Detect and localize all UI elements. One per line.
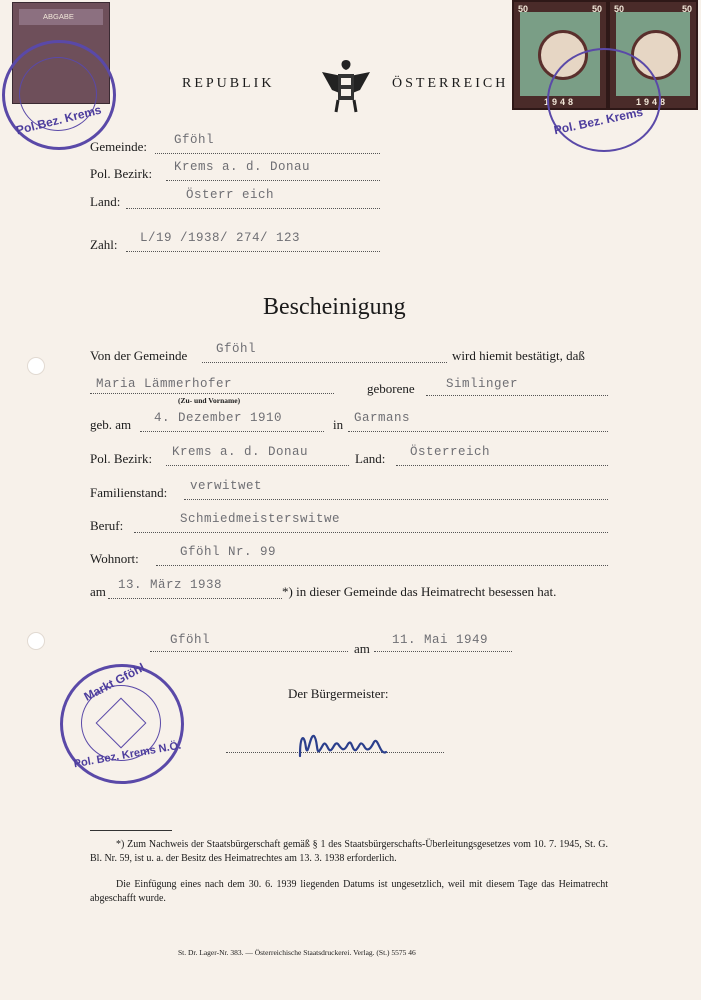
name-line xyxy=(90,393,334,394)
pol-bezirk-label: Pol. Bezirk: xyxy=(90,166,153,181)
name-value: Maria Lämmerhofer xyxy=(96,377,233,391)
land-label: Land: xyxy=(90,194,121,209)
header-oesterreich: ÖSTERREICH xyxy=(392,76,509,91)
gemeinde-value: Gföhl xyxy=(174,133,215,147)
header-republik: REPUBLIK xyxy=(182,76,275,91)
am-label: am xyxy=(90,584,106,599)
official-seal-bottom xyxy=(60,660,184,784)
in-label: in xyxy=(333,417,344,432)
familienstand-value: verwitwet xyxy=(190,479,263,493)
mayor-signature-icon xyxy=(294,726,394,766)
geborene-value: Simlinger xyxy=(446,377,519,391)
wohnort-label: Wohnort: xyxy=(90,551,139,566)
gemeinde-label: Gemeinde: xyxy=(90,139,148,154)
geborene-line xyxy=(426,395,608,396)
geborene-label: geborene xyxy=(367,381,415,396)
bezirk-line xyxy=(166,465,349,466)
punch-hole xyxy=(27,632,45,650)
revenue-stamp-2: 50 50 1948 xyxy=(608,0,698,110)
von-value: Gföhl xyxy=(216,342,257,356)
am-line xyxy=(108,598,282,599)
revenue-stamp-1: 50 50 1948 xyxy=(512,0,608,110)
footnote-rule xyxy=(90,830,172,831)
date-value: 11. Mai 1949 xyxy=(392,633,489,647)
wohnort-value: Gföhl Nr. 99 xyxy=(180,545,277,559)
geb-line xyxy=(140,431,324,432)
beruf-line xyxy=(134,532,608,533)
gemeinde-line xyxy=(155,153,380,154)
footnote-para-2: Die Einfügung eines nach dem 30. 6. 1939 liegenden Datums ist ungesetzlich, weil mit diesem Tage das Heimatrecht abgeschafft wurde. xyxy=(90,879,608,904)
punch-hole xyxy=(27,357,45,375)
beruf-value: Schmiedmeisterswitwe xyxy=(180,512,341,526)
seal-text: Pol.Bez. Krems xyxy=(14,102,103,138)
seal-text: Pol. Bez. Krems xyxy=(552,104,645,138)
footnote-para-1: *) Zum Nachweis der Staatsbürgerschaft gemäß § 1 des Staatsbürgerschafts-Überleitungsgesetzes vom 10. 7. 1945, St. G. Bl. Nr. 59, ist u. a. der Besitz des Heimatrechtes am 13. 3. 1938 erforderlich. xyxy=(90,839,608,864)
pol-bezirk-line xyxy=(166,180,380,181)
bezirk-value: Krems a. d. Donau xyxy=(172,445,309,459)
wohnort-line xyxy=(156,565,608,566)
seal-bottom-text: Pol. Bez. Krems N.Ö. xyxy=(72,739,183,771)
official-seal-top-left xyxy=(2,40,116,150)
zahl-label: Zahl: xyxy=(90,237,118,252)
bezirk-label: Pol. Bezirk: xyxy=(90,451,153,466)
zahl-value: L/19 /1938/ 274/ 123 xyxy=(140,231,301,245)
in-value: Garmans xyxy=(354,411,411,425)
place-value: Gföhl xyxy=(170,633,211,647)
geb-value: 4. Dezember 1910 xyxy=(154,411,283,425)
land2-line xyxy=(396,465,608,466)
mayor-label: Der Bürgermeister: xyxy=(288,686,389,701)
eagle-emblem-icon xyxy=(318,54,374,118)
beruf-label: Beruf: xyxy=(90,518,124,533)
land-value: Österr eich xyxy=(186,188,275,202)
familienstand-label: Familienstand: xyxy=(90,485,168,500)
date-line xyxy=(374,651,512,652)
am-value: 13. März 1938 xyxy=(118,578,223,592)
name-caption: (Zu- und Vorname) xyxy=(178,396,241,405)
familienstand-line xyxy=(184,499,608,500)
am-suffix: *) in dieser Gemeinde das Heimatrecht besessen hat. xyxy=(282,584,557,599)
von-label: Von der Gemeinde xyxy=(90,348,188,363)
pol-bezirk-value: Krems a. d. Donau xyxy=(174,160,311,174)
land-line xyxy=(126,208,380,209)
zahl-line xyxy=(126,251,380,252)
place-line xyxy=(150,651,348,652)
land2-label: Land: xyxy=(355,451,386,466)
official-seal-top-right xyxy=(547,48,661,152)
stamp-label: ABGABE xyxy=(43,12,74,21)
geb-label: geb. am xyxy=(90,417,132,432)
in-line xyxy=(348,431,608,432)
von-line xyxy=(202,362,447,363)
printer-imprint: St. Dr. Lager-Nr. 383. — Österreichische Staatsdruckerei. Verlag. (St.) 5575 46 xyxy=(178,948,416,957)
von-suffix: wird hiemit bestätigt, daß xyxy=(452,348,585,363)
document-title: Bescheinigung xyxy=(263,294,406,320)
seal-top-text: Markt Gföhl xyxy=(81,660,148,704)
land2-value: Österreich xyxy=(410,445,491,459)
place-am-label: am xyxy=(354,641,370,656)
